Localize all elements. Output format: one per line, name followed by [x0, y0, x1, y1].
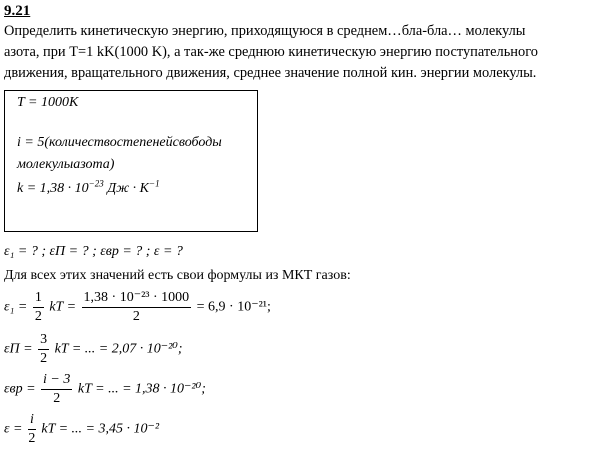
f2-frac-num: 3 [38, 332, 49, 350]
f1-mid: kT = [49, 299, 77, 315]
f1-result: = 6,9 · 10⁻²¹; [196, 299, 271, 315]
f3-fraction [41, 372, 72, 407]
f2-fraction [38, 332, 49, 367]
formula-eps-rot [4, 372, 206, 407]
f1-big-fraction [82, 290, 192, 325]
f3-frac-den: 2 [53, 391, 61, 406]
f1-lhs: ε₁ = [4, 299, 28, 315]
formula-eps1 [4, 290, 271, 325]
given-boltzmann [17, 178, 160, 197]
unknowns-line: ε₁ = ? ; εП = ? ; εвр = ? ; ε = ? [4, 244, 183, 259]
formula-eps-total [4, 412, 159, 447]
f1-big-den: 2 [132, 309, 140, 324]
formula-eps-post [4, 332, 183, 367]
given-dof-line2: молекулыазота) [17, 157, 115, 172]
problem-number: 9.21 [4, 3, 31, 19]
f1-frac-num: 1 [33, 290, 44, 308]
formulas-intro: Для всех этих значений есть свои формулы из МКТ газов: [4, 268, 351, 283]
f1-fraction [33, 290, 44, 325]
f4-lhs: ε = [4, 421, 23, 437]
f2-lhs: εП = [4, 341, 33, 357]
f3-frac-num: i − 3 [41, 372, 72, 390]
k-prefix: k = 1,38 · 10 [17, 181, 89, 196]
f2-frac-den: 2 [40, 351, 48, 366]
f1-frac-den: 2 [34, 309, 42, 324]
f1-big-num: 1,38 · 10⁻²³ · 1000 [82, 290, 192, 308]
k-units: Дж · K [103, 181, 150, 196]
f2-mid: kT = ... = 2,07 · 10⁻²⁰; [54, 341, 183, 357]
f4-frac-num: i [28, 412, 36, 430]
k-exp: −23 [88, 178, 104, 189]
statement-line-1: Определить кинетическую энергию, приходящуюся в среднем…бла-бла… молекулы [4, 23, 526, 39]
given-dof-line1: i = 5(количествостепенейсвободы [17, 135, 222, 150]
k-units-exp: −1 [149, 178, 160, 189]
f4-fraction [28, 412, 36, 447]
f4-frac-den: 2 [28, 431, 36, 446]
given-temperature: T = 1000K [17, 95, 79, 110]
given-data-box [4, 90, 258, 232]
f4-mid: kT = ... = 3,45 · 10⁻² [41, 421, 160, 437]
problem-statement [4, 21, 600, 84]
f3-mid: kT = ... = 1,38 · 10⁻²⁰; [77, 381, 206, 397]
statement-line-3: движения, вращательного движения, среднее значение полной кин. энергии молекулы. [4, 65, 537, 81]
f3-lhs: εвр = [4, 381, 36, 397]
statement-line-2: азота, при T=1 kK(1000 K), а так-же среднюю кинетическую энергию поступательного [4, 44, 538, 60]
